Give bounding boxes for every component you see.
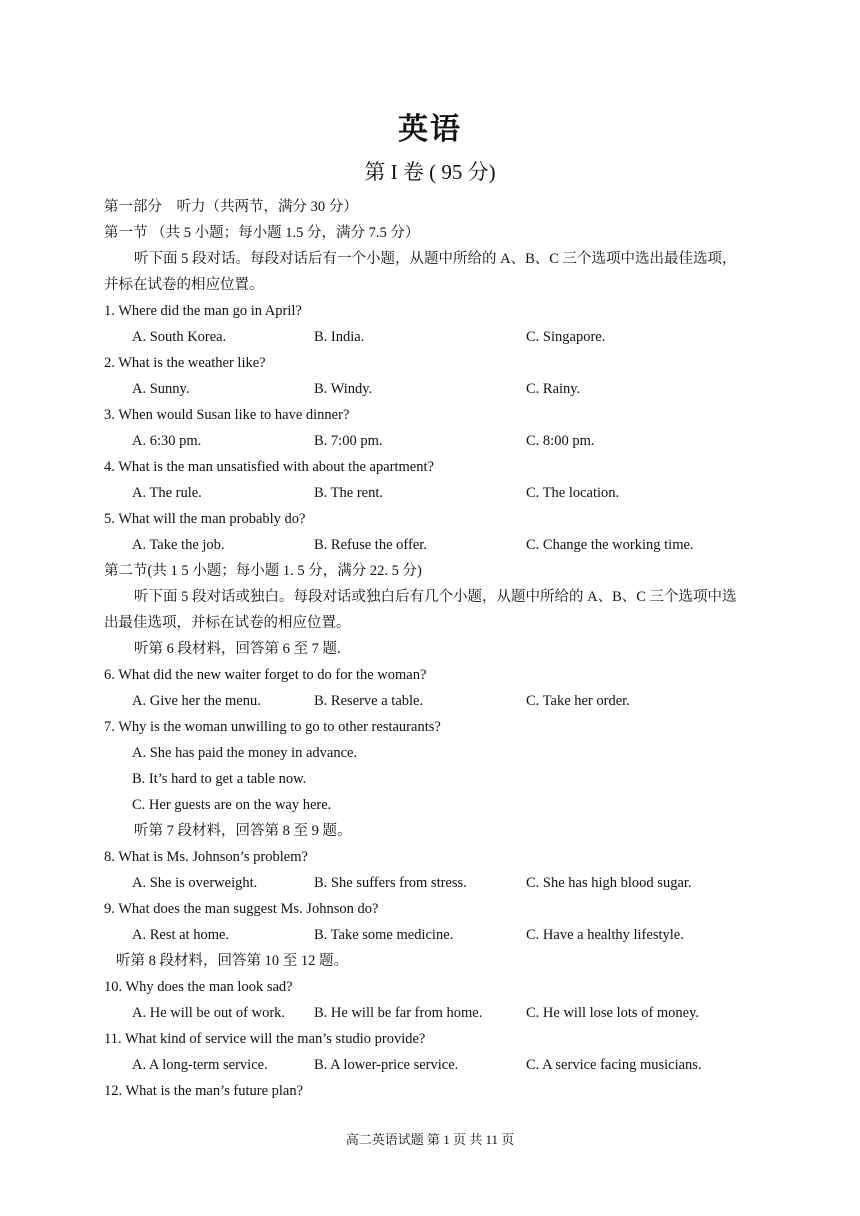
option-b: B. Take some medicine.	[314, 927, 454, 943]
question-4: 4. What is the man unsatisfied with about the apartment?	[104, 459, 434, 475]
question-11-options	[104, 1052, 764, 1078]
question-11: 11. What kind of service will the man’s studio provide?	[104, 1031, 426, 1047]
question-9: 9. What does the man suggest Ms. Johnson do?	[104, 901, 379, 917]
question-1-options	[104, 324, 764, 350]
question-2: 2. What is the weather like?	[104, 355, 266, 371]
question-3-options	[104, 428, 764, 454]
option-b: B. India.	[314, 329, 365, 345]
question-2-options	[104, 376, 764, 402]
question-10: 10. Why does the man look sad?	[104, 979, 293, 995]
material-6-note: 听第 6 段材料，回答第 6 至 7 题.	[134, 641, 341, 657]
question-4-options	[104, 480, 764, 506]
option-b: B. It’s hard to get a table now.	[132, 771, 307, 787]
question-1: 1. Where did the man go in April?	[104, 303, 302, 319]
option-c: C. Have a healthy lifestyle.	[526, 927, 684, 943]
question-7: 7. Why is the woman unwilling to go to other restaurants?	[104, 719, 441, 735]
section2-heading: 第二节(共 1 5 小题；每小题 1. 5 分，满分 22. 5 分)	[104, 563, 422, 579]
question-12: 12. What is the man’s future plan?	[104, 1083, 304, 1099]
question-5: 5. What will the man probably do?	[104, 511, 306, 527]
option-b: B. Reserve a table.	[314, 693, 424, 709]
material-7-note: 听第 7 段材料，回答第 8 至 9 题。	[134, 823, 352, 839]
paper-subtitle: 第 I 卷 ( 95 分)	[364, 160, 496, 184]
question-5-options	[104, 532, 764, 558]
option-c: C. He will lose lots of money.	[526, 1005, 700, 1021]
question-8: 8. What is Ms. Johnson’s problem?	[104, 849, 308, 865]
question-6-options	[104, 688, 764, 714]
option-a: A. She is overweight.	[132, 875, 258, 891]
option-a: A. The rule.	[132, 485, 202, 501]
section1-instruction-line2: 并标在试卷的相应位置。	[104, 277, 264, 293]
option-b: B. Windy.	[314, 381, 373, 397]
option-c: C. Singapore.	[526, 329, 606, 345]
page-title: 英语	[398, 112, 462, 147]
option-a: A. He will be out of work.	[132, 1005, 286, 1021]
option-a: A. Give her the menu.	[132, 693, 261, 709]
option-c: C. She has high blood sugar.	[526, 875, 692, 891]
option-c: C. A service facing musicians.	[526, 1057, 702, 1073]
question-8-options	[104, 870, 764, 896]
section1-heading: 第一节 （共 5 小题；每小题 1.5 分，满分 7.5 分）	[104, 225, 420, 241]
section2-instruction-line2: 出最佳选项，并标在试卷的相应位置。	[104, 615, 351, 631]
option-b: B. 7:00 pm.	[314, 433, 383, 449]
question-3: 3. When would Susan like to have dinner?	[104, 407, 350, 423]
option-b: B. She suffers from stress.	[314, 875, 467, 891]
option-a: A. 6:30 pm.	[132, 433, 202, 449]
option-a: A. Sunny.	[132, 381, 190, 397]
option-c: C. Her guests are on the way here.	[132, 797, 332, 813]
part1-heading: 第一部分 听力（共两节，满分 30 分）	[104, 199, 358, 215]
option-a: A. Rest at home.	[132, 927, 230, 943]
option-c: C. The location.	[526, 485, 620, 501]
option-a: A. A long-term service.	[132, 1057, 268, 1073]
exam-body	[104, 194, 764, 1104]
option-b: B. A lower-price service.	[314, 1057, 459, 1073]
option-b: B. The rent.	[314, 485, 383, 501]
option-a: A. She has paid the money in advance.	[132, 745, 358, 761]
question-10-options	[104, 1000, 764, 1026]
option-a: A. Take the job.	[132, 537, 225, 553]
option-a: A. South Korea.	[132, 329, 227, 345]
page-footer: 高二英语试题 第 1 页 共 11 页	[345, 1132, 515, 1147]
option-c: C. Rainy.	[526, 381, 581, 397]
question-6: 6. What did the new waiter forget to do for the woman?	[104, 667, 427, 683]
option-c: C. Take her order.	[526, 693, 630, 709]
option-b: B. Refuse the offer.	[314, 537, 427, 553]
section1-instruction-line1: 听下面 5 段对话。每段对话后有一个小题，从题中所给的 A、B、C 三个选项中选出最佳选项，	[134, 251, 737, 267]
material-8-note: 听第 8 段材料，回答第 10 至 12 题。	[116, 953, 348, 969]
option-c: C. 8:00 pm.	[526, 433, 595, 449]
question-9-options	[104, 922, 764, 948]
option-b: B. He will be far from home.	[314, 1005, 483, 1021]
section2-instruction-line1: 听下面 5 段对话或独白。每段对话或独白后有几个小题，从题中所给的 A、B、C 三个选项中选	[134, 589, 737, 605]
option-c: C. Change the working time.	[526, 537, 694, 553]
